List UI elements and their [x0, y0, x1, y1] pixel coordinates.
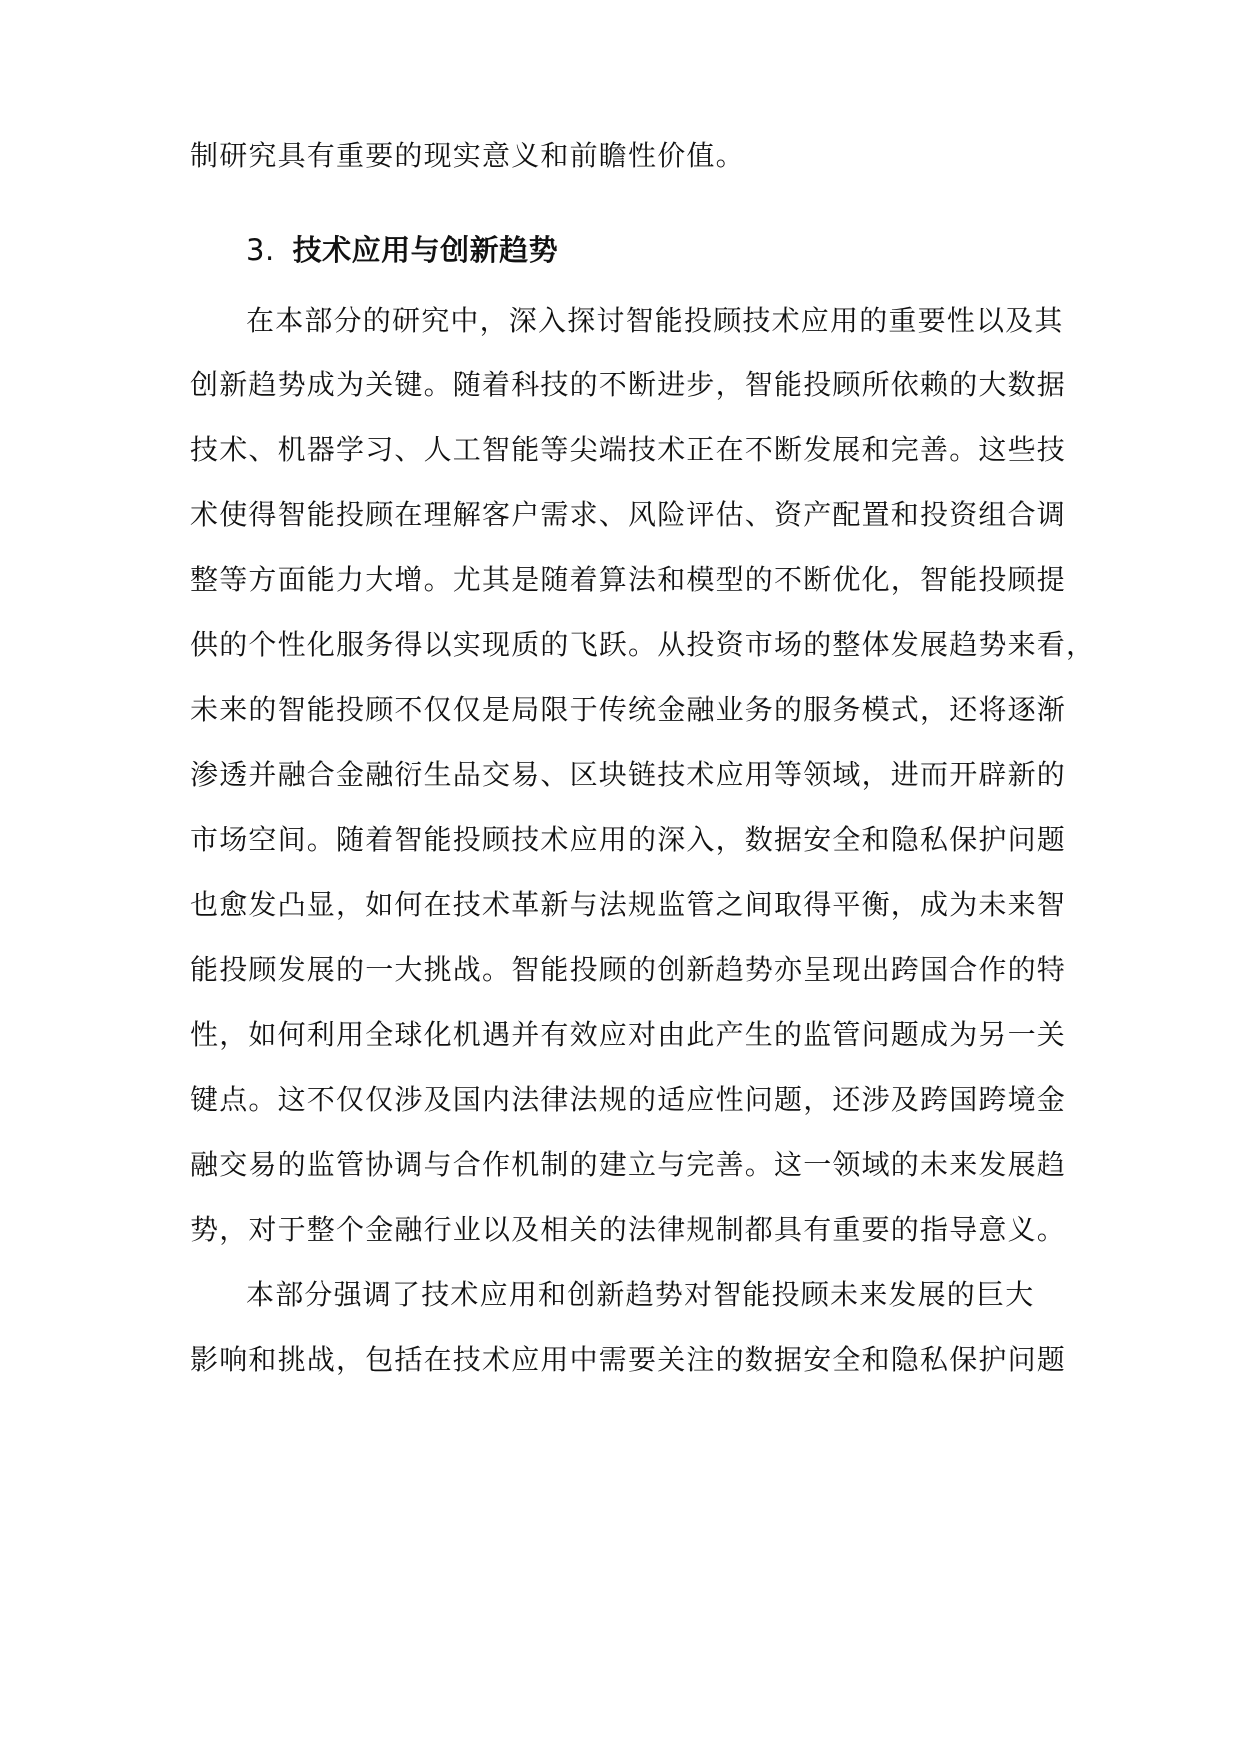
section-title: 技术应用与创新趋势: [292, 233, 559, 267]
paragraph-line: 键点。这不仅仅涉及国内法律法规的适应性问题，还涉及跨国跨境金: [190, 1083, 1067, 1116]
carryover-text-line: 制研究具有重要的现实意义和前瞻性价值。: [190, 139, 745, 172]
paragraph-line: 影响和挑战，包括在技术应用中需要关注的数据安全和隐私保护问题: [190, 1343, 1067, 1376]
paragraph-line: 未来的智能投顾不仅仅是局限于传统金融业务的服务模式，还将逐渐: [190, 693, 1067, 726]
paragraph-line: 本部分强调了技术应用和创新趋势对智能投顾未来发展的巨大: [246, 1278, 1035, 1311]
paragraph-line: 供的个性化服务得以实现质的飞跃。从投资市场的整体发展趋势来看，: [190, 628, 1096, 661]
paragraph-line: 技术、机器学习、人工智能等尖端技术正在不断发展和完善。这些技: [190, 433, 1067, 466]
paragraph-line: 性，如何利用全球化机遇并有效应对由此产生的监管问题成为另一关: [190, 1018, 1067, 1051]
paragraph-line: 渗透并融合金融衍生品交易、区块链技术应用等领域，进而开辟新的: [190, 758, 1067, 791]
paragraph-line: 市场空间。随着智能投顾技术应用的深入，数据安全和隐私保护问题: [190, 823, 1067, 856]
paragraph-line: 能投顾发展的一大挑战。智能投顾的创新趋势亦呈现出跨国合作的特: [190, 953, 1067, 986]
paragraph-line: 在本部分的研究中，深入探讨智能投顾技术应用的重要性以及其: [246, 304, 1064, 337]
paragraph-line: 术使得智能投顾在理解客户需求、风险评估、资产配置和投资组合调: [190, 498, 1067, 531]
paragraph-line: 势，对于整个金融行业以及相关的法律规制都具有重要的指导意义。: [190, 1213, 1067, 1246]
paragraph-line: 创新趋势成为关键。随着科技的不断进步，智能投顾所依赖的大数据: [190, 368, 1067, 401]
section-number: 3.: [246, 233, 275, 267]
section-heading: [246, 232, 558, 268]
paragraph-line: 融交易的监管协调与合作机制的建立与完善。这一领域的未来发展趋: [190, 1148, 1067, 1181]
paragraph-line: 整等方面能力大增。尤其是随着算法和模型的不断优化，智能投顾提: [190, 563, 1067, 596]
paragraph-line: 也愈发凸显，如何在技术革新与法规监管之间取得平衡，成为未来智: [190, 888, 1067, 921]
